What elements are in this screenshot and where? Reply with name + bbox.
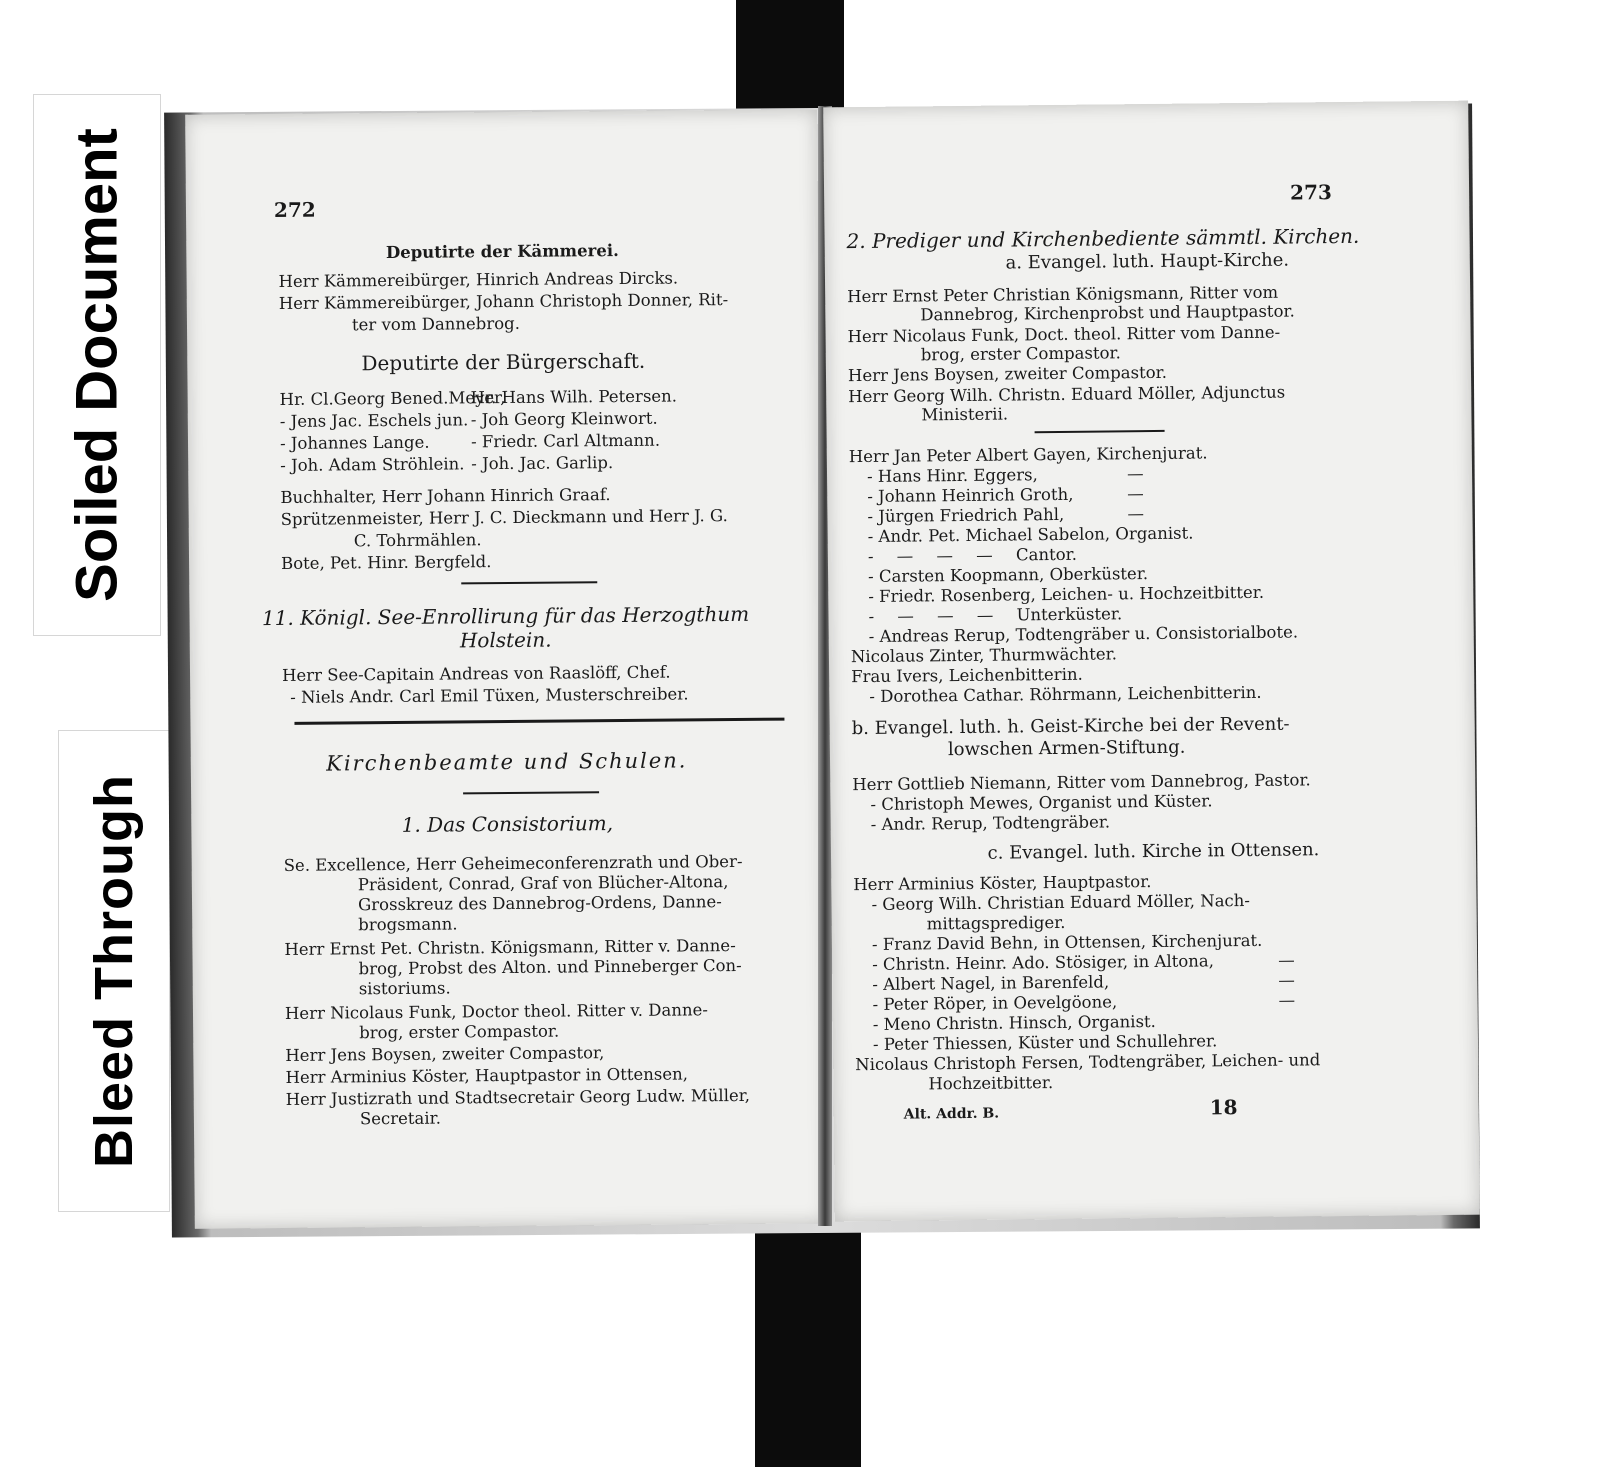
- a-line: Herr Jens Boysen, zweiter Compastor.: [847, 362, 1168, 386]
- left-page-number: 272: [273, 197, 316, 223]
- buergerschaft-row: [188, 407, 820, 433]
- staff-line: Nicolaus Zinter, Thurmwächter.: [850, 644, 1118, 667]
- ditto-mark: —: [1278, 970, 1295, 990]
- kammerei-line: ter vom Dannebrog.: [351, 313, 521, 335]
- buergerschaft-title: Deputirte der Bürgerschaft.: [361, 348, 646, 376]
- staff-name: - Hans Hinr. Eggers,: [866, 465, 1038, 486]
- buergerschaft-row: [188, 429, 820, 455]
- a-line: brog, erster Compastor.: [920, 343, 1121, 365]
- consistorium-line: brog, erster Compastor.: [359, 1021, 560, 1043]
- misc-line: C. Tohrmählen.: [353, 530, 482, 551]
- right-page-number: 273: [1289, 180, 1332, 205]
- c-name: - Albert Nagel, in Barenfeld,: [872, 972, 1110, 994]
- b-line: Herr Gottlieb Niemann, Ritter vom Dannebrog, Pastor.: [852, 770, 1311, 795]
- ditto-mark: —: [1278, 950, 1295, 970]
- consistorium-line: brog, Probst des Alton. und Pinneberger Con-: [358, 955, 742, 979]
- staff-line: Frau Ivers, Leichenbitterin.: [851, 664, 1083, 687]
- buergerschaft-name: Hr. Hans Wilh. Petersen.: [470, 386, 678, 408]
- buergerschaft-name: - Joh. Jac. Garlip.: [471, 453, 614, 474]
- c-line: - Georg Wilh. Christian Eduard Möller, Nach-: [871, 890, 1251, 914]
- subsection-b-subtitle: lowschen Armen-Stiftung.: [947, 736, 1186, 761]
- staff-line: - — — — Unterküster.: [868, 604, 1123, 626]
- b-line: - Andr. Rerup, Todtengräber.: [870, 812, 1111, 834]
- binding-strap-bottom: [755, 1220, 861, 1467]
- consistorium-line: Herr Ernst Pet. Christn. Königsmann, Ritter v. Danne-: [284, 936, 736, 959]
- buergerschaft-name: - Jens Jac. Eschels jun.: [279, 410, 469, 431]
- ditto-mark: —: [1127, 484, 1144, 504]
- consistorium-line: sistoriums.: [358, 978, 451, 999]
- buergerschaft-name: Hr. Cl.Georg Bened.Meyer,: [279, 387, 506, 409]
- ditto-mark: —: [1127, 504, 1145, 524]
- staff-line: - Friedr. Rosenberg, Leichen- u. Hochzeitbitter.: [868, 582, 1265, 606]
- kammerei-line: Herr Kämmereibürger, Hinrich Andreas Dircks.: [278, 268, 679, 291]
- buergerschaft-row: [188, 385, 820, 411]
- b-line: - Christoph Mewes, Organist und Küster.: [870, 791, 1213, 814]
- section-11-title: 11. Königl. See-Enrollirung für das Herzogthum: [261, 601, 750, 631]
- staff-line: - Dorothea Cathar. Röhrmann, Leichenbitterin.: [869, 682, 1262, 706]
- staff-name: - Johann Heinrich Groth,: [867, 484, 1074, 506]
- subsection-b-title: b. Evangel. luth. h. Geist-Kirche bei der Revent-: [851, 713, 1290, 740]
- bleed-through-tag: [58, 730, 170, 1212]
- right-page: [823, 101, 1480, 1222]
- subsection-c-title: c. Evangel. luth. Kirche in Ottensen.: [987, 839, 1320, 864]
- a-line: Herr Ernst Peter Christian Königsmann, Ritter vom: [847, 282, 1279, 307]
- staff-line: - — — — Cantor.: [867, 544, 1078, 566]
- divider: [1035, 430, 1165, 433]
- c-name: - Peter Röper, in Oevelgöone,: [872, 992, 1118, 1014]
- c-line: Herr Arminius Köster, Hauptpastor.: [853, 872, 1152, 895]
- consistorium-line: Präsident, Conrad, Graf von Blücher-Altona,: [357, 872, 729, 895]
- soiled-document-tag: [33, 94, 161, 636]
- heavy-divider: [294, 718, 784, 725]
- main-heading: Kirchenbeamte und Schulen.: [326, 748, 688, 776]
- soiled-document-label: Soiled Document: [64, 128, 130, 602]
- consistorium-line: Herr Nicolaus Funk, Doctor theol. Ritter v. Danne-: [284, 1000, 708, 1023]
- section-11-subtitle: Holstein.: [459, 627, 552, 653]
- consistorium-line: Grosskreuz des Dannebrog-Ordens, Danne-: [357, 892, 722, 915]
- a-line: Ministerii.: [921, 404, 1009, 425]
- c-line: Hochzeitbitter.: [928, 1073, 1054, 1094]
- c-line: Nicolaus Christoph Fersen, Todtengräber, Leichen- und: [855, 1050, 1321, 1075]
- ditto-mark: —: [1126, 464, 1144, 484]
- binding-strap-top: [736, 0, 844, 110]
- consistorium-line: Se. Excellence, Herr Geheimeconferenzrath und Ober-: [283, 851, 743, 875]
- misc-line: Sprützenmeister, Herr J. C. Dieckmann und Herr J. G.: [280, 506, 728, 529]
- c-name: - Christn. Heinr. Ado. Stösiger, in Altona,: [872, 951, 1215, 974]
- buergerschaft-name: - Johannes Lange.: [279, 432, 430, 453]
- bleed-through-label: Bleed Through: [84, 774, 144, 1168]
- c-line: mittagsprediger.: [926, 912, 1066, 934]
- buergerschaft-row: [188, 451, 820, 477]
- consistorium-title: 1. Das Consistorium,: [401, 811, 614, 837]
- buergerschaft-name: - Joh. Adam Ströhlein.: [280, 454, 465, 475]
- divider: [461, 581, 597, 584]
- misc-line: Buchhalter, Herr Johann Hinrich Graaf.: [280, 485, 611, 507]
- footer-signature: Alt. Addr. B.: [903, 1105, 1000, 1123]
- consistorium-line: Herr Justizrath und Stadtsecretair Georg Ludw. Müller,: [285, 1085, 751, 1109]
- c-line: - Franz David Behn, in Ottensen, Kirchenjurat.: [871, 930, 1263, 954]
- staff-name: - Jürgen Friedrich Pahl,: [867, 504, 1065, 526]
- buergerschaft-name: - Joh Georg Kleinwort.: [470, 408, 658, 430]
- left-page: [185, 109, 827, 1228]
- buergerschaft-name: - Friedr. Carl Altmann.: [470, 430, 661, 452]
- staff-line: - Carsten Koopmann, Oberküster.: [867, 564, 1149, 586]
- consistorium-line: Herr Jens Boysen, zweiter Compastor,: [285, 1043, 605, 1065]
- ditto-mark: —: [1278, 990, 1296, 1010]
- a-line: Herr Georg Wilh. Christn. Eduard Möller, Adjunctus: [848, 382, 1286, 407]
- kammerei-line: Herr Kämmereibürger, Johann Christoph Donner, Rit-: [278, 290, 729, 313]
- staff-line: - Andr. Pet. Michael Sabelon, Organist.: [867, 523, 1194, 546]
- c-line: - Meno Christn. Hinsch, Organist.: [872, 1011, 1156, 1034]
- subsection-a-title: a. Evangel. luth. Haupt-Kirche.: [1005, 249, 1290, 274]
- kammerei-title: Deputirte der Kämmerei.: [385, 241, 619, 263]
- c-line: - Peter Thiessen, Küster und Schullehrer.: [872, 1031, 1218, 1054]
- staff-line: - Andreas Rerup, Todtengräber u. Consistorialbote.: [868, 622, 1299, 646]
- a-line: Herr Nicolaus Funk, Doct. theol. Ritter vom Danne-: [847, 322, 1281, 347]
- misc-line: Bote, Pet. Hinr. Bergfeld.: [280, 552, 492, 573]
- section-11-line: - Niels Andr. Carl Emil Tüxen, Musterschreiber.: [290, 684, 689, 707]
- section-11-line: Herr See-Capitain Andreas von Raaslöff, Chef.: [281, 662, 671, 685]
- consistorium-line: Secretair.: [359, 1108, 442, 1129]
- a-line: Dannebrog, Kirchenprobst und Hauptpastor.: [920, 301, 1295, 325]
- consistorium-line: Herr Arminius Köster, Hauptpastor in Ottensen,: [285, 1064, 689, 1087]
- consistorium-line: brogsmann.: [358, 914, 458, 935]
- staff-line: Herr Jan Peter Albert Gayen, Kirchenjurat.: [848, 443, 1208, 467]
- footer-sheet-number: 18: [1209, 1095, 1238, 1120]
- section-2-title: 2. Prediger und Kirchenbediente sämmtl. Kirchen.: [846, 223, 1360, 254]
- divider: [463, 791, 599, 794]
